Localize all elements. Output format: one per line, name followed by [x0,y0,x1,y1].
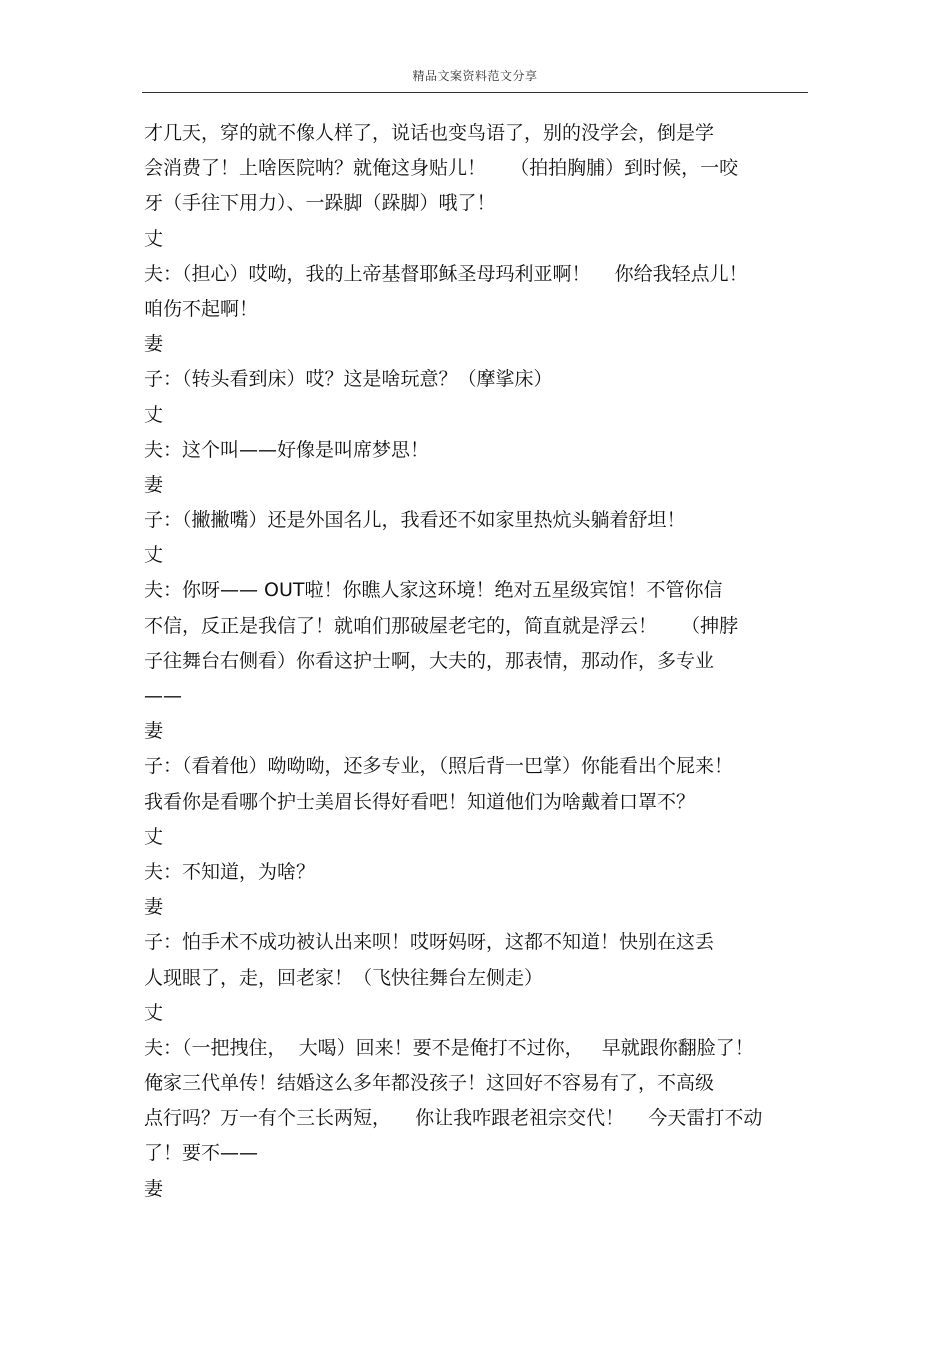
text-line: 咱伤不起啊！ [144,297,259,320]
text-line: 妻 [144,896,164,919]
text-line: 夫：不知道，为啥？ [144,860,316,883]
text-line: 子：（看着他）呦呦呦，还多专业，（照后背一巴掌）你能看出个屁来！ [144,755,734,778]
script-body [144,116,808,1207]
text-line: 子：怕手术不成功被认出来呗！哎呀妈呀，这都不知道！快别在这丢 [144,931,715,954]
text-line: 夫：（担心）哎呦，我的上帝基督耶稣圣母玛利亚啊！ 你给我轻点儿！ [144,262,748,285]
text-line: 人现眼了，走，回老家！（飞快往舞台左侧走） [144,966,544,989]
text-line: 俺家三代单传！结婚这么多年都没孩子！这回好不容易有了，不高级 [144,1072,715,1095]
text-line: 牙（手往下用力）、一跺脚（跺脚）哦了！ [144,192,496,215]
text-line: 会消费了！上啥医院呐？就俺这身贴儿！ （拍拍胸脯）到时候，一咬 [144,157,739,180]
text-line: 丈 [144,825,164,848]
text-line: 夫：这个叫——好像是叫席梦思！ [144,438,430,461]
text-line: 不信，反正是我信了！就咱们那破屋老宅的，简直就是浮云！ （抻脖 [144,614,739,637]
header-title: 精品文案资料范文分享 [412,69,538,83]
text-line: 子：（转头看到床）哎？这是啥玩意？（摩挲床） [144,368,553,391]
text-line: 子：（撇撇嘴）还是外国名儿，我看还不如家里热炕头躺着舒坦！ [144,509,686,532]
text-line: 才几天，穿的就不像人样了，说话也变鸟语了，别的没学会，倒是学 [144,122,715,144]
text-line: 了！要不—— [144,1142,259,1165]
text-line: 妻 [144,333,164,356]
text-line: 妻 [144,720,164,743]
text-line: —— [144,685,182,707]
text-line: 夫：（一把拽住， 大喝）回来！要不是俺打不过你， 早就跟你翻脸了！ [144,1036,754,1059]
text-line: 我看你是看哪个护士美眉长得好看吧！知道他们为啥戴着口罩不？ [144,790,696,813]
text-line: 丈 [144,1001,164,1024]
text-line: 妻 [144,473,164,496]
text-line: 夫：你呀—— OUT啦！你瞧人家这环境！绝对五星级宾馆！不管你信 [144,579,723,602]
page-header [142,64,808,93]
text-line: 丈 [144,403,164,426]
text-line: 子往舞台右侧看）你看这护士啊，大夫的，那表情，那动作，多专业 [144,649,715,672]
text-line: 点行吗？万一有个三长两短， 你让我咋跟老祖宗交代！ 今天雷打不动 [144,1107,763,1130]
text-line: 丈 [144,227,164,250]
text-line: 妻 [144,1177,164,1200]
text-line: 丈 [144,544,164,567]
